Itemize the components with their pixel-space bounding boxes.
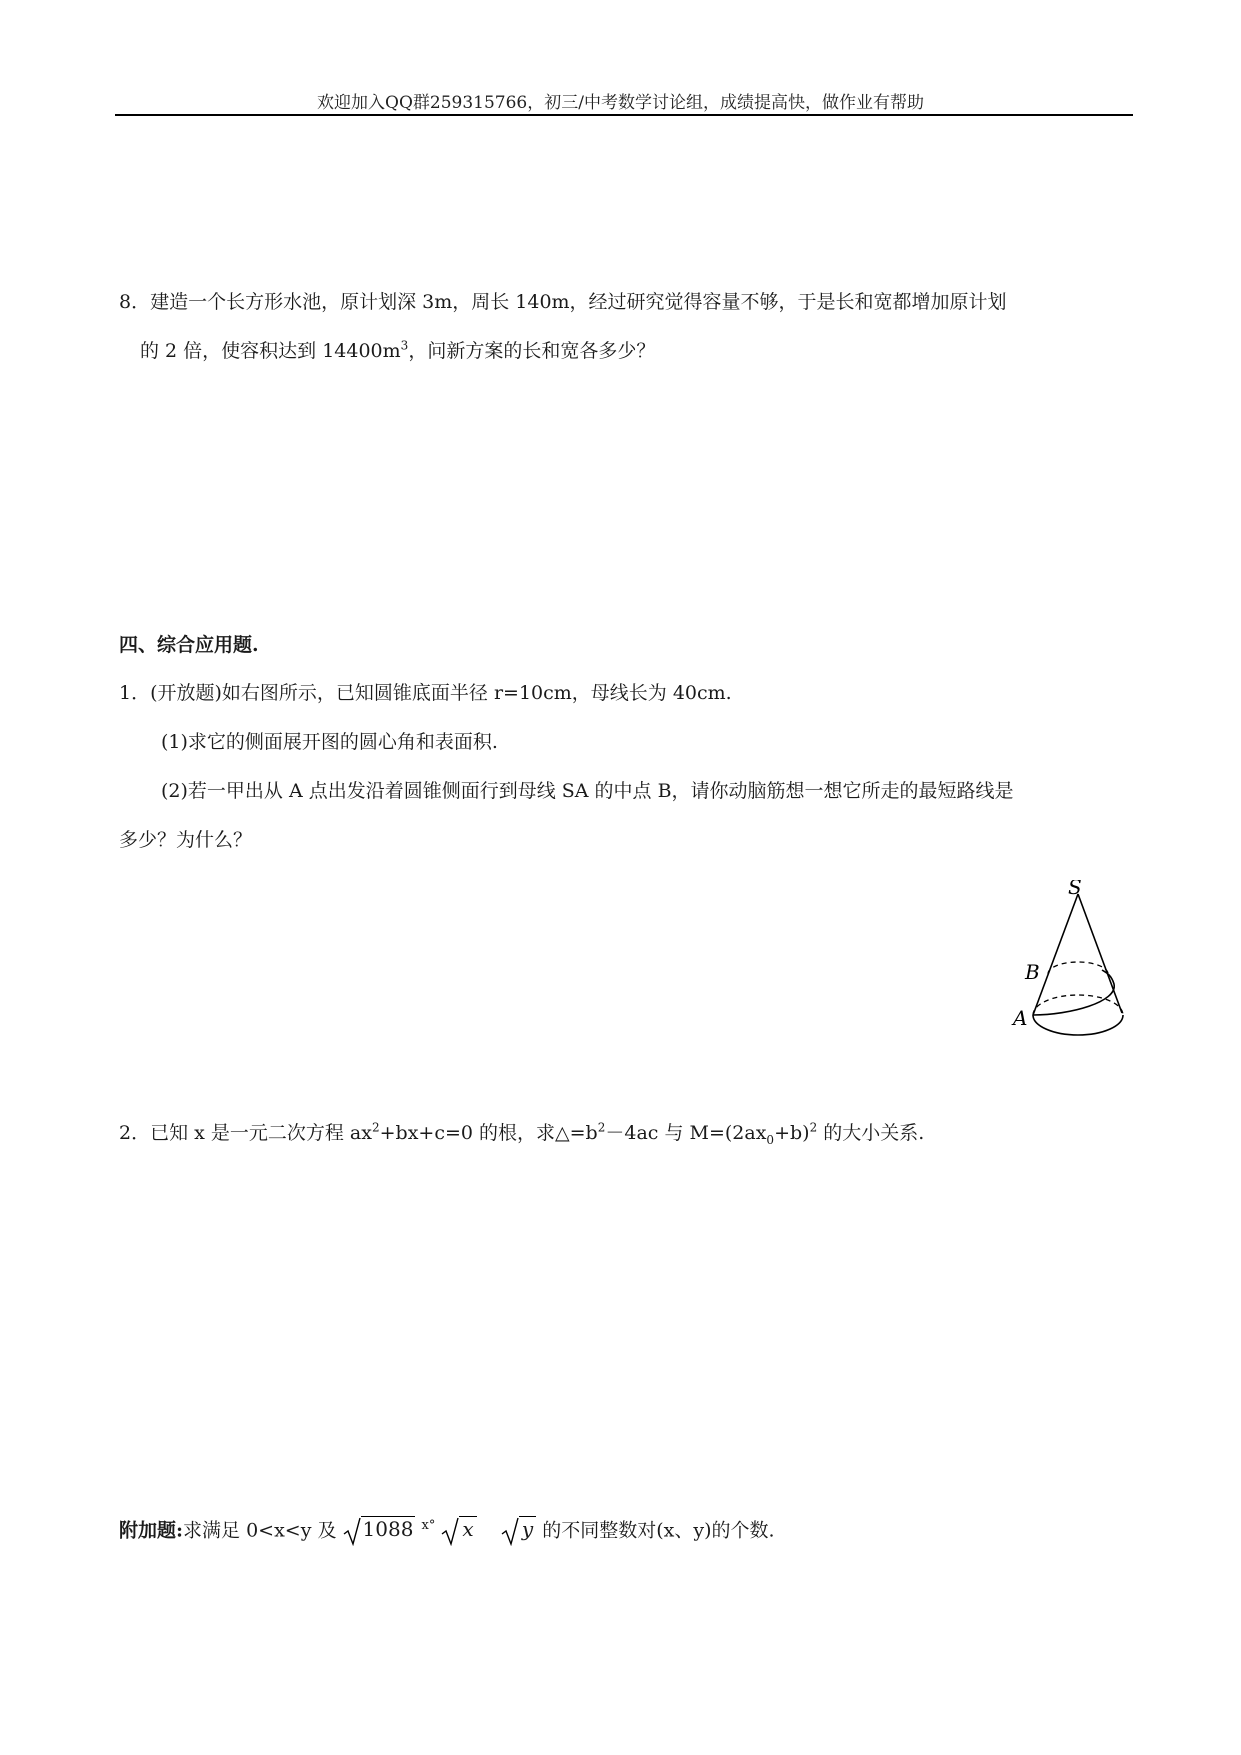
bonus-label: 附加题 (119, 1519, 177, 1542)
p2-sup3: 2 (809, 1120, 818, 1135)
p2-part4: +b) (774, 1122, 810, 1144)
p2-text (119, 1120, 924, 1146)
page-header: 欢迎加入QQ群259315766，初三/中考数学讨论组，成绩提高快，做作业有帮助 (317, 93, 924, 113)
q8-line1: 8．建造一个长方形水池，原计划深 3m，周长 140m，经过研究觉得容量不够，于是长和宽都增加原计划 (119, 291, 1007, 313)
bonus-question (119, 1513, 775, 1546)
p1-sub1: (1)求它的侧面展开图的圆心角和表面积. (161, 731, 498, 753)
q8-line2-suffix: ，问新方案的长和宽各多少？ (408, 340, 656, 362)
sqrt-1088 (343, 1516, 416, 1546)
p2-sub1: 0 (766, 1132, 775, 1147)
p2-sup2: 2 (597, 1120, 606, 1135)
p2-part5: 的大小关系. (817, 1122, 925, 1144)
bonus-text2: 的不同整数对(x、y)的个数. (542, 1519, 775, 1542)
bonus-colon: : (176, 1519, 184, 1542)
sqrt-x (441, 1516, 476, 1546)
bonus-text1: 求满足 0<x<y 及 (183, 1519, 337, 1542)
sqrt-y-value: y (519, 1516, 536, 1541)
sqrt-y (501, 1516, 536, 1546)
p1-sub2-line1: (2)若一甲出从 A 点出发沿着圆锥侧面行到母线 SA 的中点 B，请你动脑筋想一想它所走的最短路线是 (161, 780, 1014, 802)
cone-base-front (1033, 1015, 1123, 1035)
cone-base-back (1033, 995, 1123, 1015)
cone-edge-right (1078, 894, 1122, 1013)
label-s: S (1068, 880, 1082, 899)
label-a: A (1013, 1006, 1028, 1030)
p2-part3: －4ac 与 M=(2ax (605, 1122, 767, 1144)
garbled-glyph: x° (421, 1518, 436, 1533)
cone-edge-left (1033, 894, 1078, 1015)
p1-sub2-line2: 多少？为什么？ (119, 829, 253, 851)
sqrt-1088-value: 1088 (362, 1517, 414, 1542)
header-divider (115, 114, 1133, 116)
sqrt-x-value: x (459, 1516, 476, 1541)
p1-stem: 1．(开放题)如右图所示，已知圆锥底面半径 r=10cm，母线长为 40cm. (119, 682, 732, 704)
p2-sup1: 2 (371, 1120, 380, 1135)
shortest-path-curve (1033, 970, 1114, 1015)
label-b: B (1025, 960, 1040, 984)
radical-sign-icon (441, 1516, 459, 1546)
cone-mid-circle-back (1048, 962, 1108, 974)
radical-sign-icon (501, 1516, 519, 1546)
cone-svg (1010, 880, 1150, 1040)
p2-part1: 2．已知 x 是一元二次方程 ax (119, 1122, 372, 1144)
cone-figure (1010, 880, 1150, 1044)
section-title: 四、综合应用题. (119, 634, 259, 656)
p2-part2: +bx+c=0 的根，求△=b (379, 1122, 598, 1144)
q8-line2-prefix: 的 2 倍，使容积达到 14400m (140, 340, 401, 362)
radical-sign-icon (343, 1516, 361, 1546)
q8-line2 (140, 338, 655, 364)
q8-superscript: 3 (400, 338, 409, 353)
